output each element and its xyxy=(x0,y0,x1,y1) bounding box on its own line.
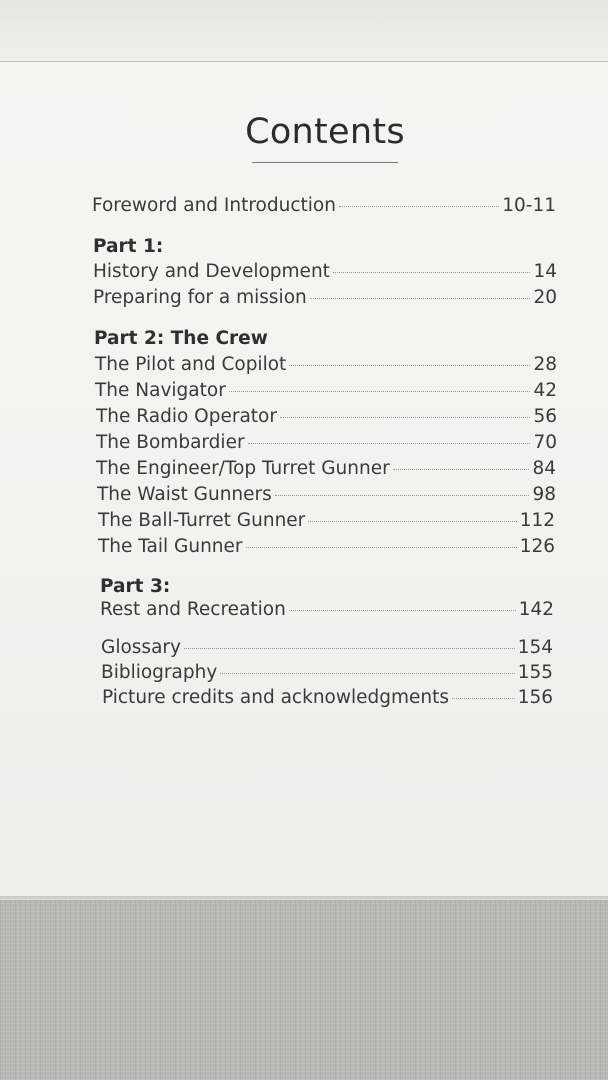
dot-leader xyxy=(452,698,515,699)
toc-entry-page: 20 xyxy=(533,287,557,308)
toc-entry-page: 84 xyxy=(532,458,556,479)
dot-leader xyxy=(310,298,531,299)
toc-entry-page: 14 xyxy=(533,261,557,282)
toc-entry-page: 56 xyxy=(533,406,557,427)
toc-entry-foreword xyxy=(92,194,556,218)
dot-leader xyxy=(308,521,516,522)
dot-leader xyxy=(333,272,531,273)
toc-entry-label: The Ball-Turret Gunner xyxy=(98,510,306,531)
toc-entry xyxy=(93,286,557,310)
toc-entry xyxy=(100,598,554,622)
toc-entry-label: The Radio Operator xyxy=(96,406,277,427)
toc-entry-label: History and Development xyxy=(93,261,330,282)
dot-leader xyxy=(246,547,517,548)
dot-leader xyxy=(220,673,514,674)
dot-leader xyxy=(229,391,531,392)
part-1-heading: Part 1: xyxy=(93,236,164,257)
toc-entry xyxy=(98,535,555,559)
dot-leader xyxy=(184,648,515,649)
toc-entry-label: The Engineer/Top Turret Gunner xyxy=(96,458,390,479)
toc-entry-page: 155 xyxy=(517,662,553,683)
toc-entry xyxy=(102,686,553,710)
toc-entry-label: The Tail Gunner xyxy=(98,536,243,557)
dot-leader xyxy=(275,495,530,496)
toc-entry-label: The Navigator xyxy=(95,380,226,401)
toc-entry-label: The Pilot and Copilot xyxy=(95,354,287,375)
part-3-heading: Part 3: xyxy=(100,576,171,597)
toc-entry-page: 142 xyxy=(518,599,554,620)
toc-entry-label: Rest and Recreation xyxy=(100,599,286,620)
fabric-background xyxy=(0,900,608,1080)
toc-entry xyxy=(101,661,553,685)
toc-entry xyxy=(96,405,557,429)
dot-leader xyxy=(289,365,530,366)
toc-entry-label: Glossary xyxy=(101,637,181,658)
dot-leader xyxy=(289,610,516,611)
toc-entry-label: The Bombardier xyxy=(96,432,245,453)
toc-entry-page: 28 xyxy=(533,354,557,375)
dot-leader xyxy=(248,443,531,444)
toc-entry-label: The Waist Gunners xyxy=(97,484,272,505)
toc-entry xyxy=(96,431,557,455)
toc-entry-page: 156 xyxy=(517,687,553,708)
toc-entry xyxy=(95,379,557,403)
toc-entry xyxy=(98,509,555,533)
dot-leader xyxy=(393,469,530,470)
toc-entry-page: 10-11 xyxy=(502,195,556,216)
toc-entry-page: 112 xyxy=(519,510,555,531)
toc-entry-page: 126 xyxy=(519,536,555,557)
toc-entry-page: 98 xyxy=(532,484,556,505)
toc-entry xyxy=(96,457,556,481)
part-2-heading: Part 2: The Crew xyxy=(94,328,268,349)
dot-leader xyxy=(280,417,530,418)
toc-entry-label: Bibliography xyxy=(101,662,218,683)
toc-entry-label: Preparing for a mission xyxy=(93,287,307,308)
dot-leader xyxy=(339,206,499,207)
toc-entry xyxy=(97,483,556,507)
toc-entry xyxy=(93,260,557,284)
toc-entry-label: Picture credits and acknowledgments xyxy=(102,687,450,708)
page-title: Contents xyxy=(245,112,405,152)
toc-entry-page: 154 xyxy=(517,637,553,658)
toc-entry-page: 70 xyxy=(533,432,557,453)
toc-entry xyxy=(101,636,553,660)
toc-entry-label: Foreword and Introduction xyxy=(92,195,336,216)
toc-entry xyxy=(95,353,557,377)
toc-entry-page: 42 xyxy=(533,380,557,401)
